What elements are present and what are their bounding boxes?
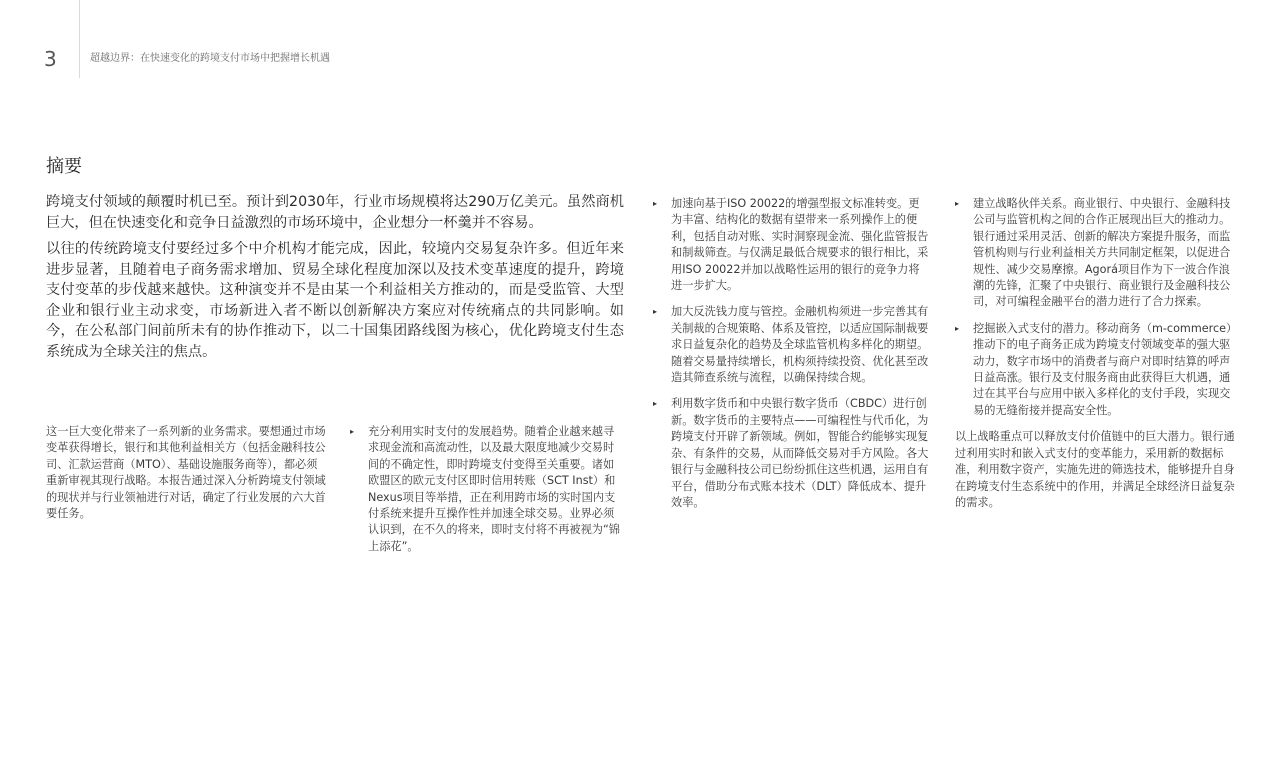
lead-text	[46, 192, 624, 368]
priority-item	[955, 196, 1238, 311]
lead-paragraph: 跨境支付领域的颠覆时机已至。预计到2030年，行业市场规模将达290万亿美元。虽然商机巨大，但在快速变化和竞争日益激烈的市场环境中，企业想分一杯羹并不容易。	[46, 194, 624, 231]
priority-item	[653, 396, 929, 511]
priority-text: 加速向基于ISO 20022的增强型报文标准转变。更为丰富、结构化的数据有望带来一系列操作上的便利，包括自动对账、实时洞察现金流、强化监管报告和制裁筛查。与仅满足最低合规要求的银行相比，采用ISO 20022并加以战略性运用的银行的竞争力将进一步扩大。	[671, 197, 929, 293]
bullet-arrow-icon: ▸	[350, 427, 355, 436]
running-title: 超越边界：在快速变化的跨境支付市场中把握增长机遇	[90, 53, 330, 64]
priority-list	[955, 196, 1238, 419]
lead-paragraph: 以往的传统跨境支付要经过多个中介机构才能完成，因此，较境内交易复杂许多。但近年来进步显著，且随着电子商务需求增加、贸易全球化程度加深以及技术变革速度的提升，跨境支付变革的步伐越来越快。这种演变并不是由某一个利益相关方推动的，而是受监管、大型企业和银行业主动求变，市场新进入者不断以创新解决方案应对传统痛点的共同影响。如今，在公私部门间前所未有的协作推动下，以二十国集团路线图为核心，优化跨境支付生态系统成为全球关注的焦点。	[46, 241, 624, 360]
priorities-column-2	[653, 196, 929, 521]
priority-item	[955, 321, 1238, 419]
bullet-arrow-icon: ▸	[955, 323, 960, 333]
bullet-arrow-icon: ▸	[653, 399, 658, 409]
section-title: 摘要	[46, 156, 82, 177]
priority-text: 利用数字货币和中央银行数字货币（CBDC）进行创新。数字货币的主要特点——可编程性与代币化，为跨境支付开辟了新领域。例如，智能合约能够实现复杂、有条件的交易，从而降低交易对手方风险。各大银行与金融科技公司已纷纷抓住这些机遇，运用自有平台，借助分布式账本技术（DLT）降低成本、提升效率。	[671, 397, 929, 509]
priority-list	[350, 424, 622, 555]
priorities-column-3	[955, 196, 1238, 511]
page-number: 3	[44, 47, 57, 71]
priority-text: 充分利用实时支付的发展趋势。随着企业越来越寻求现金流和高流动性，以及最大限度地减少交易时间的不确定性，即时跨境支付变得至关重要。诸如欧盟区的欧元支付区即时信用转账（SCT Inst）和Nexus项目等举措，正在利用跨市场的实时国内支付系统来提升互操作性并加速全球交易。业界必须认识到，在不久的将来，即时支付将不再被视为“锦上添花”。	[368, 425, 620, 553]
priority-text: 建立战略伙伴关系。商业银行、中央银行、金融科技公司与监管机构之间的合作正展现出巨大的推动力。银行通过采用灵活、创新的解决方案提升服务，而监管机构则与行业利益相关方共同制定框架，以促进合规性、减少交易摩擦。Agorá项目作为下一波合作浪潮的先锋，汇聚了中央银行、商业银行及金融科技公司，对可编程金融平台的潜力进行了合力探索。	[973, 197, 1231, 309]
priority-item	[653, 304, 929, 386]
priority-text: 挖掘嵌入式支付的潜力。移动商务（m-commerce）推动下的电子商务正成为跨境支付领域变革的强大驱动力，数字市场中的消费者与商户对即时结算的呼声日益高涨。银行及支付服务商由此获得巨大机遇，通过在其平台与应用中嵌入多样化的支付手段，实现交易的无缝衔接并提高安全性。	[973, 321, 1238, 417]
priority-item	[653, 196, 929, 294]
bullet-arrow-icon: ▸	[653, 307, 658, 317]
priority-text: 加大反洗钱力度与管控。金融机构须进一步完善其有关制裁的合规策略、体系及管控，以适应国际制裁要求日益复杂化的趋势及全球监管机构多样化的期望。随着交易量持续增长，机构须持续投资、优化甚至改造其筛查系统与流程，以确保持续合规。	[671, 305, 929, 385]
bullet-arrow-icon: ▸	[955, 199, 960, 208]
intro-column	[46, 424, 328, 522]
header-divider	[79, 0, 80, 78]
bullet-arrow-icon: ▸	[653, 199, 658, 208]
intro-paragraph: 这一巨大变化带来了一系列新的业务需求。要想通过市场变革获得增长，银行和其他利益相关方（包括金融科技公司、汇款运营商（MTO）、基础设施服务商等），都必须重新审视其现行战略。本报告通过深入分析跨境支付领域的现状并与行业领袖进行对话，确定了行业发展的六大首要任务。	[46, 425, 326, 521]
priority-list	[653, 196, 929, 511]
closing-paragraph: 以上战略重点可以释放支付价值链中的巨大潜力。银行通过利用实时和嵌入式支付的变革能力，采用新的数据标准，利用数字资产，实施先进的筛选技术，能够提升自身在跨境支付生态系统中的作用，并满足全球经济日益复杂的需求。	[955, 430, 1235, 509]
priority-item	[350, 424, 622, 555]
priorities-column-1	[350, 424, 622, 565]
